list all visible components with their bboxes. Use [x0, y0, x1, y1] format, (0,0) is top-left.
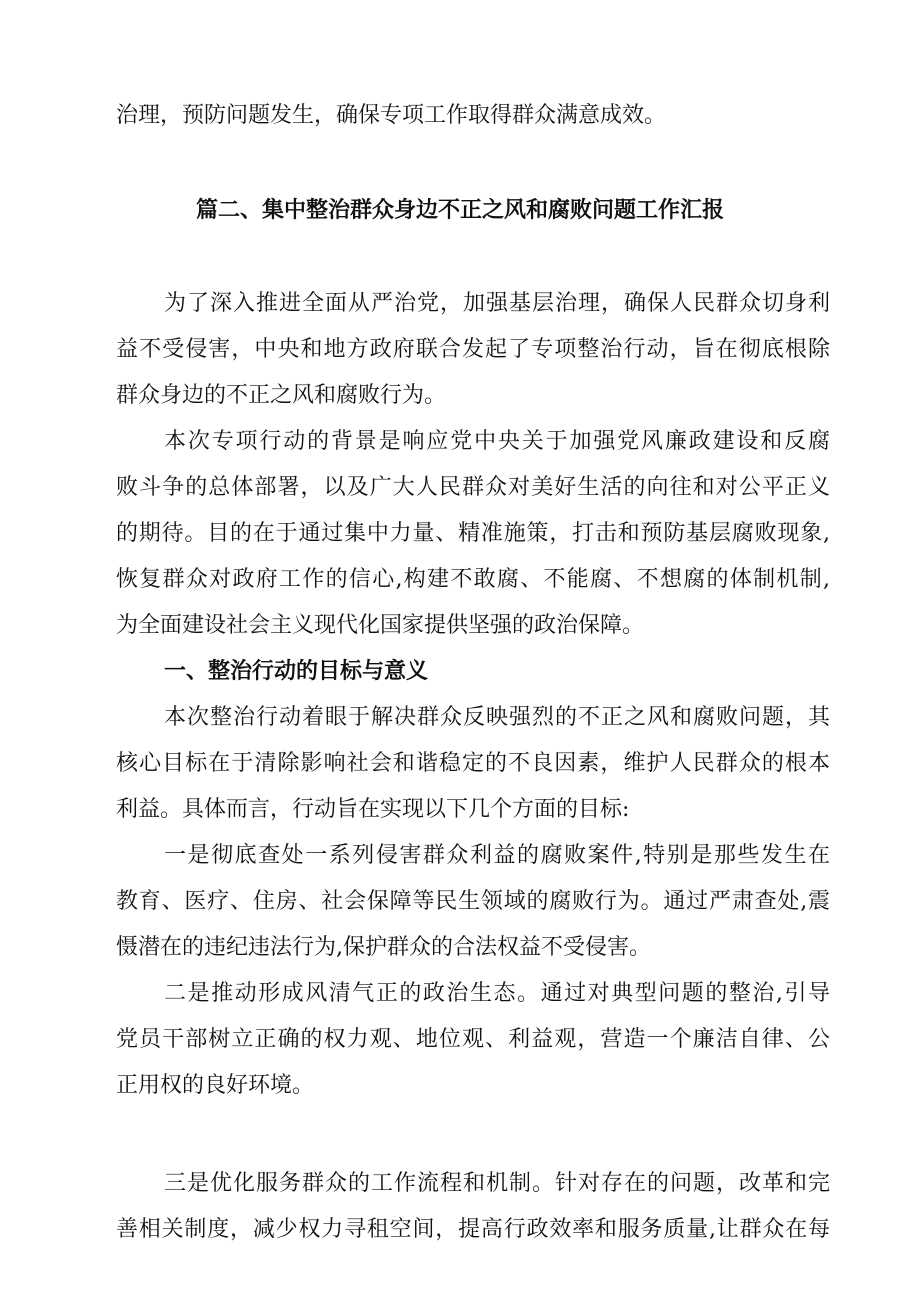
paragraph-line: 益不受侵害，中央和地方政府联合发起了专项整治行动，旨在彻底根除: [116, 337, 830, 362]
paragraph-line: 二是推动形成风清气正的政治生态。通过对典型问题的整治,引导: [164, 981, 830, 1006]
paragraph-line: 三是优化服务群众的工作流程和机制。针对存在的问题，改革和完: [164, 1171, 830, 1196]
paragraph-line: 为全面建设社会主义现代化国家提供坚强的政治保障。: [116, 613, 645, 638]
paragraph-line: 利益。具体而言，行动旨在实现以下几个方面的目标:: [116, 797, 630, 822]
paragraph-line: 为了深入推进全面从严治党，加强基层治理，确保人民群众切身利: [164, 291, 830, 316]
section-title: 篇二、集中整治群众身边不正之风和腐败问题工作汇报: [195, 198, 724, 223]
paragraph-line: 教育、医疗、住房、社会保障等民生领域的腐败行为。通过严肃查处,震: [116, 889, 830, 914]
paragraph-line: 正用权的良好环境。: [116, 1073, 315, 1098]
paragraph-line: 本次专项行动的背景是响应党中央关于加强党风廉政建设和反腐: [164, 429, 830, 454]
paragraph-line: 慑潜在的违纪违法行为,保护群众的合法权益不受侵害。: [116, 935, 651, 960]
paragraph-line: 本次整治行动着眼于解决群众反映强烈的不正之风和腐败问题，其: [164, 705, 830, 730]
paragraph-line: 的期待。目的在于通过集中力量、精准施策，打击和预防基层腐败现象,: [116, 521, 830, 546]
paragraph-line: 败斗争的总体部署，以及广大人民群众对美好生活的向往和对公平正义: [116, 475, 830, 500]
paragraph-line: 一是彻底查处一系列侵害群众利益的腐败案件,特别是那些发生在: [164, 843, 830, 868]
paragraph-line: 群众身边的不正之风和腐败行为。: [116, 383, 447, 408]
carry-over-line: 治理，预防问题发生，确保专项工作取得群众满意成效。: [116, 103, 667, 128]
paragraph-line: 核心目标在于清除影响社会和谐稳定的不良因素，维护人民群众的根本: [116, 751, 830, 776]
paragraph-line: 恢复群众对政府工作的信心,构建不敢腐、不能腐、不想腐的体制机制,: [116, 567, 830, 592]
section-heading: 一、整治行动的目标与意义: [164, 659, 429, 684]
paragraph-line: 党员干部树立正确的权力观、地位观、利益观，营造一个廉洁自律、公: [116, 1027, 830, 1052]
paragraph-line: 善相关制度，减少权力寻租空间，提高行政效率和服务质量,让群众在每: [116, 1217, 830, 1242]
